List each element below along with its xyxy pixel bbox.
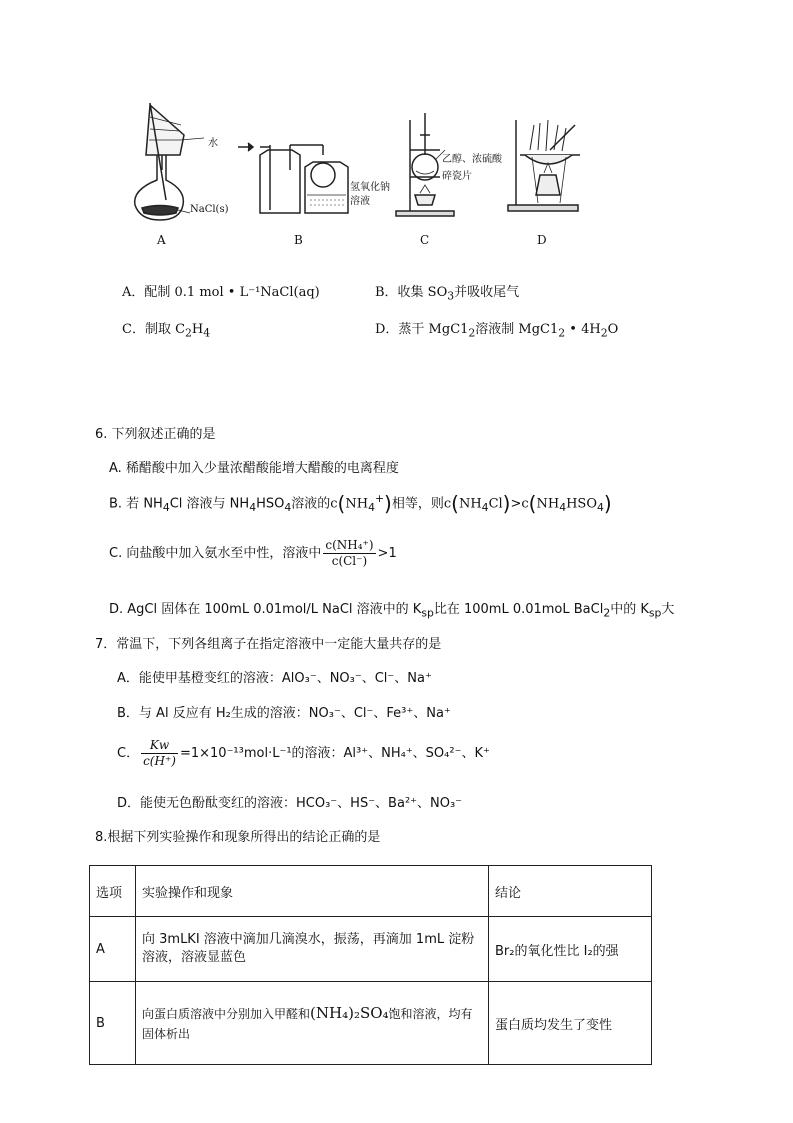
q7-stem: 7．常温下，下列各组离子在指定溶液中一定能大量共存的是 xyxy=(95,637,442,652)
q5-option-b: B．收集 $SO_3$并吸收尾气 xyxy=(375,285,520,303)
row-conclusion: Br₂的氧化性比 I₂的强 xyxy=(489,917,652,982)
label-nacl-solid: NaCl(s) xyxy=(190,204,229,215)
q5-option-c: C．制取 $C_2H_4$ xyxy=(122,322,211,340)
label-naoh-2: 溶液 xyxy=(350,196,370,207)
evaporation-apparatus xyxy=(508,120,580,211)
q6-option-d: D. AgCl 固体在 100mL 0.01mol/L NaCl 溶液中的 $K_{sp}$比在 100mL 0.01moL BaCl$_2$中的 $K_{sp}$大 xyxy=(109,602,675,620)
table-header-row xyxy=(90,866,652,917)
table-header-option: 选项 xyxy=(90,866,136,917)
q6-stem: 6. 下列叙述正确的是 xyxy=(95,427,216,442)
q7-option-d: D．能使无色酚酞变红的溶液：HCO₃⁻、HS⁻、Ba²⁺、NO₃⁻ xyxy=(117,796,463,811)
table-header-operation: 实验操作和现象 xyxy=(136,866,489,917)
q8-stem: 8.根据下列实验操作和现象所得出的结论正确的是 xyxy=(95,830,381,845)
q6-option-a: A. 稀醋酸中加入少量浓醋酸能增大醋酸的电离程度 xyxy=(109,461,399,476)
figure-label-b: B xyxy=(294,233,303,247)
figure-label-c: C xyxy=(420,233,430,247)
row-conclusion: 蛋白质均发生了变性 xyxy=(489,982,652,1065)
table-header-conclusion: 结论 xyxy=(489,866,652,917)
q7-option-b: B．与 Al 反应有 H₂生成的溶液：NO₃⁻、Cl⁻、Fe³⁺、Na⁺ xyxy=(117,706,451,721)
row-option: B xyxy=(90,982,136,1065)
row-option: A xyxy=(90,917,136,982)
q5-option-d: D．蒸干 $MgC1_2$溶液制 $MgC1_2$ • $4H_2O$ xyxy=(375,322,619,340)
gas-collection-apparatus xyxy=(238,143,348,213)
q6-option-b: B. 若 $NH_4Cl$ 溶液与 $NH_4HSO_4$溶液的$c(NH_4^+)$相等，则$c(NH_4Cl)>c(NH_4HSO_4)$ xyxy=(109,491,612,516)
q6-option-c: C. 向盐酸中加入氨水至中性，溶液中 $\frac{\text{c(NH₄⁺)}}{c(Cl^-)}$ >1 xyxy=(109,538,397,568)
q5-option-a: A．配制 0.1 mol • L⁻¹NaCl(aq) xyxy=(122,285,320,300)
q7-option-c: C． $\frac{Kw}{c(H^+)}$ =1×10⁻¹³mol·L⁻¹的溶液：Al³⁺、NH₄⁺、SO₄²⁻、K⁺ xyxy=(117,738,490,768)
table-row xyxy=(90,917,652,982)
label-porcelain: 碎瓷片 xyxy=(442,171,472,182)
q7-option-a: A．能使甲基橙变红的溶液：AlO₃⁻、NO₃⁻、Cl⁻、Na⁺ xyxy=(117,671,432,686)
label-ethanol-acid: 乙醇、浓硫酸 xyxy=(442,154,502,165)
q8-table xyxy=(89,865,652,1065)
label-naoh-1: 氢氧化钠 xyxy=(350,182,390,193)
table-row xyxy=(90,982,652,1065)
figure-label-d: D xyxy=(537,233,547,247)
volumetric-flask-apparatus xyxy=(135,103,204,220)
figure-label-a: A xyxy=(157,233,166,247)
label-water: 水 xyxy=(208,138,218,149)
row-operation: 向 3mLKI 溶液中滴加几滴溴水，振荡，再滴加 1mL 淀粉溶液，溶液显蓝色 xyxy=(136,917,489,982)
apparatus-figure xyxy=(120,95,600,255)
row-operation: 向蛋白质溶液中分别加入甲醛和(NH₄)₂SO₄饱和溶液，均有固体析出 xyxy=(136,982,489,1065)
